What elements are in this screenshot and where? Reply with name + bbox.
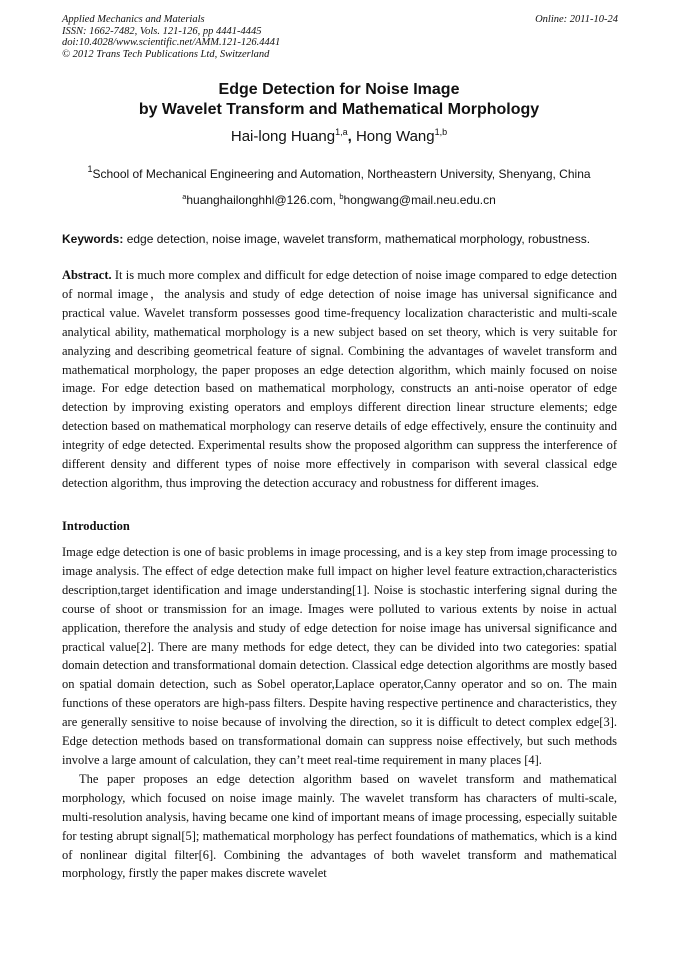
section-heading-introduction: Introduction xyxy=(62,519,130,533)
email-marker: a xyxy=(182,192,187,201)
issn-line: ISSN: 1662-7482, Vols. 121-126, pp 4441-4445 xyxy=(62,25,262,37)
journal-header xyxy=(62,14,618,60)
doi-line: doi:10.4028/www.scientific.net/AMM.121-126.4441 xyxy=(62,37,281,49)
keywords-text: edge detection, noise image, wavelet transform, mathematical morphology, robustness. xyxy=(123,232,591,246)
author-name: Hai-long Huang xyxy=(230,128,336,145)
author-emails xyxy=(0,193,678,207)
email-marker: b xyxy=(339,192,344,201)
author-name: Hong Wang xyxy=(355,128,435,145)
paragraph: The paper proposes an edge detection algorithm based on wavelet transform and mathematical morphology, which focused on noise image mainly. The wavelet transform has characters of multi-scale, multi-resolution analysis, having became one kind of important means of image processing, especially suitable for testing abrupt signal[5]; mathematical morphology has perfect foundations of mathematics, which is a kind of nonlinear digital filter[6]. Combining the advantages of both wavelet transform and mathematical morphology, firstly the paper makes discrete wavelet xyxy=(62,771,617,881)
author-list xyxy=(0,128,678,145)
abstract-text: It is much more complex and difficult for edge detection of noise image compared to edge detection of normal image，the analysis and study of edge detection of noise image has universal significance and practical value. Wavelet transform possesses good time-frequency localization characteristic and multi-scale analytical ability, mathematical morphology is a new subject based on set theory, which is very suitable for analyzing and describing geometrical feature of signal. Combining the advantages of wavelet transform and mathematical morphology, the paper proposes an edge detection algorithm, which mainly focused on noise image. For edge detection based on mathematical morphology, constructs an anti-noise operator of edge detection by improving existing operators and employs different direction linear structure elements; edge detection based on mathematical morphology can reserve details of edge effectively, ensure the continuity and integrity of edge detected. Experimental results show the proposed algorithm can suppress the interference of different density and different types of noise more effectively in comparison with several classical edge detection algorithm, thus improving the detection accuracy and robustness for different images. xyxy=(62,268,617,490)
affiliation xyxy=(0,164,678,181)
email-address: hongwang@mail.neu.edu.cn xyxy=(343,193,496,207)
keywords-label: Keywords: xyxy=(62,232,124,246)
paper-title-line1: Edge Detection for Noise Image xyxy=(218,81,460,98)
affiliation-text: School of Mechanical Engineering and Automation, Northeastern University, Shenyang, China xyxy=(92,167,591,181)
abstract-label: Abstract. xyxy=(62,268,112,282)
author-separator: , xyxy=(347,128,356,145)
author-affiliation-marker: 1,b xyxy=(434,127,448,137)
email-address: huanghailonghhl@126.com, xyxy=(186,193,340,207)
author-affiliation-marker: 1,a xyxy=(335,127,348,137)
paragraph: Image edge detection is one of basic problems in image processing, and is a key step from image processing to image analysis. The effect of edge detection make full impact on higher level feature extraction,characteristics description,target identification and image understanding[1]. Noise is stochastic interfering signal during the course of shoot or transmission for an image. Images were polluted to various extents by noise in actual application, therefore the analysis and study of edge detection for noise image has universal significance and practical value[2]. There are many methods for edge detect, they can be divided into two categories: spatial domain detection and transformational domain detection. Classical edge detection algorithms are mostly based on spatial domain detection, such as Sobel operator,Laplace operator,Canny operator and so on. The main functions of these operators are high-pass filters. Despite having respective pertinence and characteristics, they are generally sensitive to noise because of involving the direction, so it is difficult to detect complex edge[3]. Edge detection methods based on transformational domain can suppress noise effectively, but such methods involve a large amount of calculation, they can’t meet real-time requirement in many places [4]. xyxy=(62,545,617,767)
online-date: Online: 2011-10-24 xyxy=(535,14,618,25)
introduction-body xyxy=(62,543,617,883)
abstract xyxy=(62,266,617,493)
keywords xyxy=(62,232,622,246)
journal-name: Applied Mechanics and Materials xyxy=(62,14,205,25)
paper-title-line2: by Wavelet Transform and Mathematical Morphology xyxy=(138,101,540,118)
affiliation-marker: 1 xyxy=(87,164,93,174)
copyright-line: © 2012 Trans Tech Publications Ltd, Switzerland xyxy=(62,48,270,60)
